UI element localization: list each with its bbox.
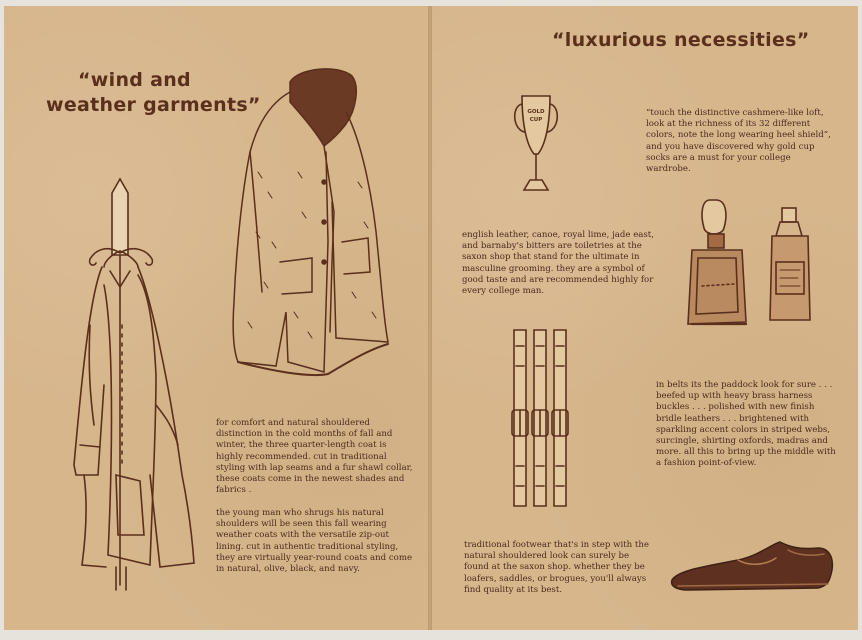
left-heading-line2: weather garments” (46, 94, 261, 116)
weather-coat-paragraph: the young man who shrugs his natural shoulders will be seen this fall wearing weather coats with the versatile zip-out lining. cut in authentic traditional styling, they are virtually year-round coats and come in natural, olive, black, and navy. (216, 508, 413, 575)
footwear-paragraph: traditional footwear that's in step with the natural shouldered look can surely be found at the saxon shop. whether they be loafers, saddles, or brogues, you'll always find quality at its best. (464, 540, 650, 595)
belts-paragraph: in belts its the paddock look for sure . . . beefed up with heavy brass harness buckles . . . polished with new finish bridle leathers . . . brightened with sparkling accent colors in striped webs, surcingle, shirting oxfords, madras and more. all this to bring up the middle with a fashion point-of-view. (656, 380, 836, 469)
toiletry-bottles-illustration (684, 196, 824, 332)
right-heading: “luxurious necessities” (552, 29, 810, 51)
belts-illustration (508, 326, 572, 512)
toiletries-paragraph: english leather, canoe, royal lime, jade east, and barnaby's bitters are toiletries at the saxon shop that stand for the ultimate in masculine grooming. they are a symbol of good taste and are recommended highly for every college man. (462, 230, 654, 297)
coat-paragraph: for comfort and natural shouldered distinction in the cold months of fall and winter, the three quarter-length coat is highly recommended. cut in traditional styling with lap seams and a fur shawl collar, these coats come in the newest shades and fabrics . (216, 418, 413, 496)
hanging-coat-illustration (228, 62, 398, 382)
loafer-illustration (668, 536, 842, 600)
socks-paragraph: “touch the distinctive cashmere-like loft, look at the richness of its 32 different colors, note the long wearing heel shield”, and you have discovered why gold cup socks are a must for your college wardrobe. (646, 108, 831, 175)
trophy-engraving: GOLD CUP (527, 109, 545, 123)
coat-rack-illustration (60, 175, 210, 595)
gold-cup-trophy-illustration (508, 92, 564, 196)
left-heading-line1: “wind and (78, 69, 191, 91)
